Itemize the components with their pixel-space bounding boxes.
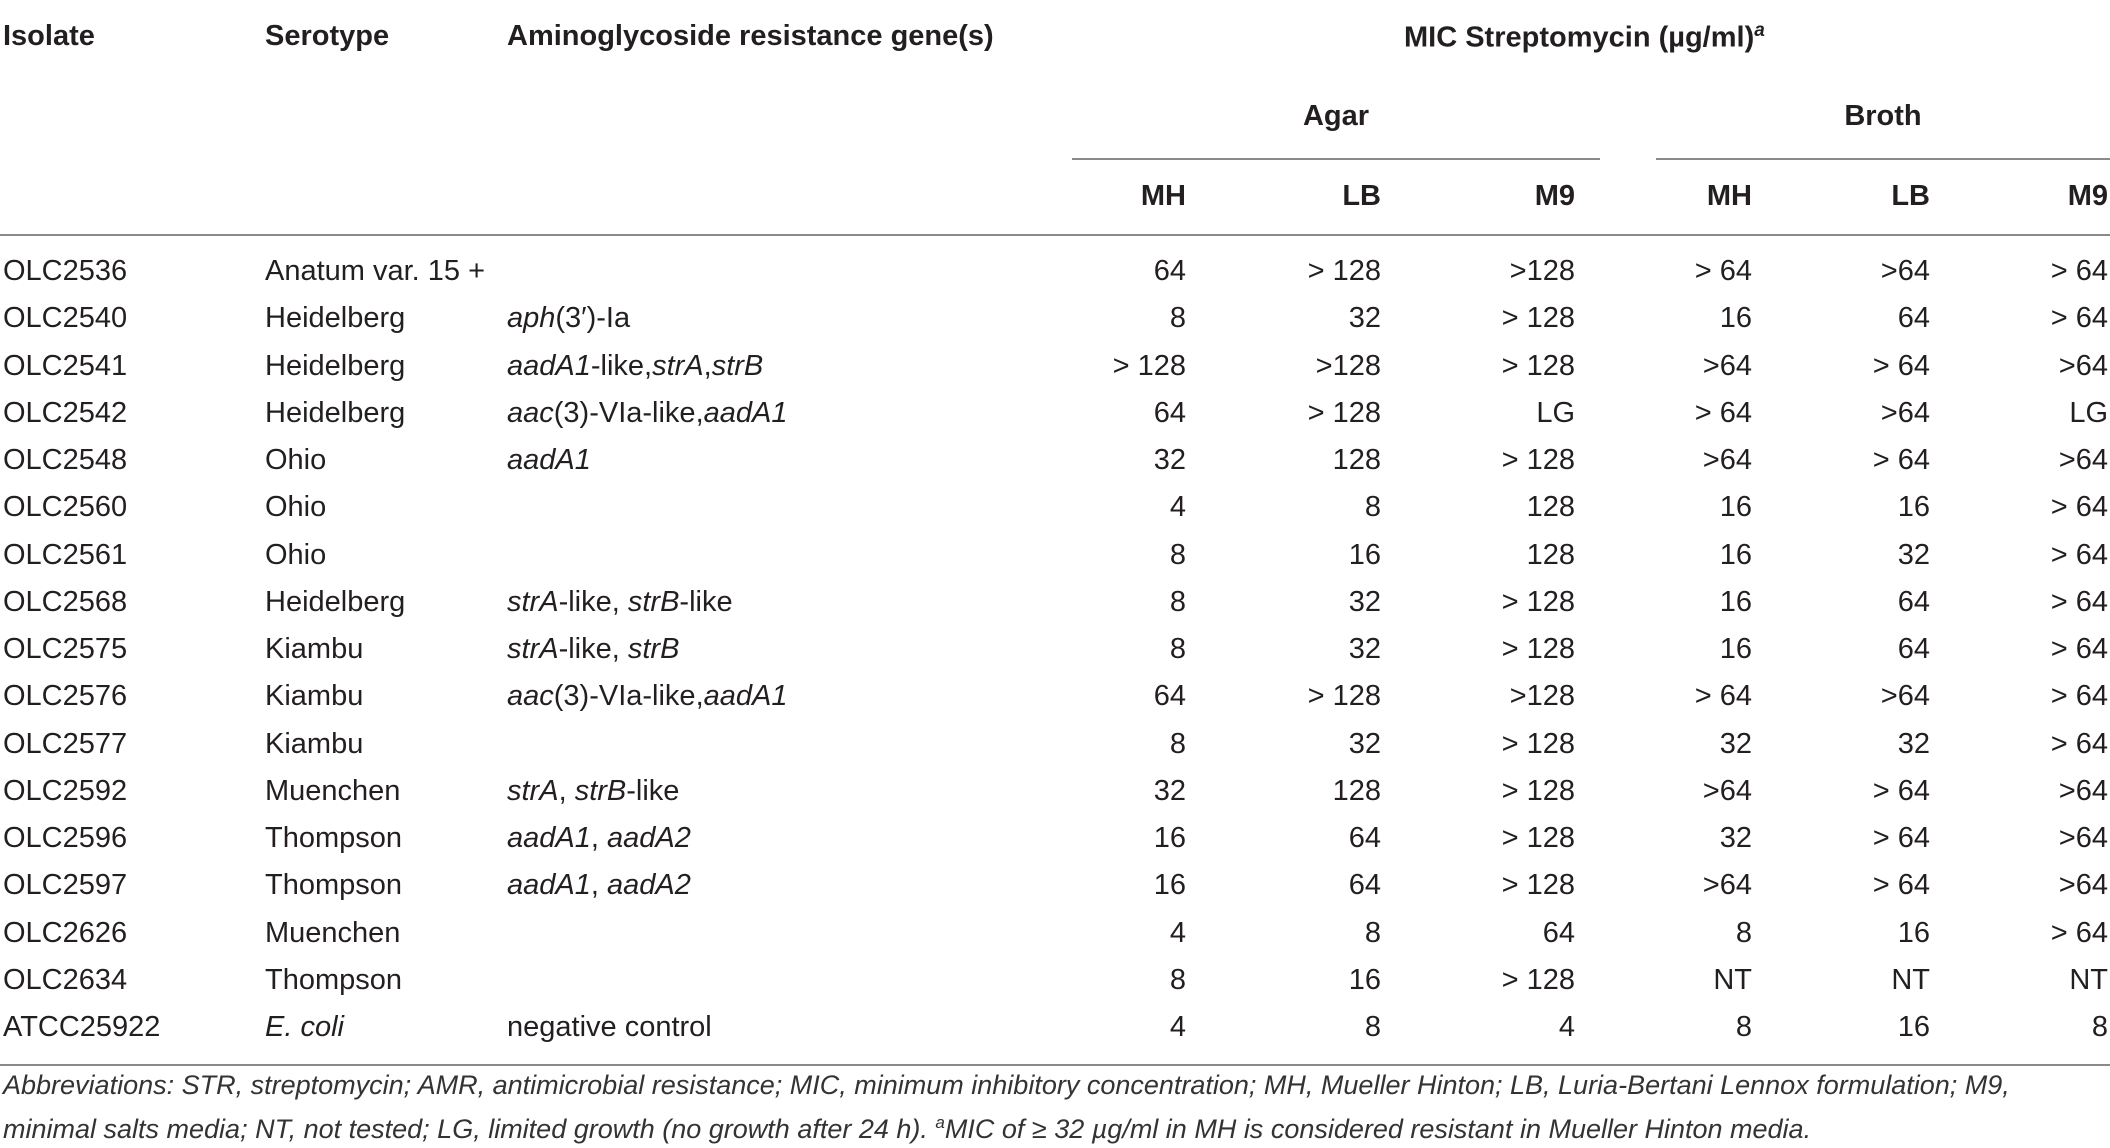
mic-value-lb-agar: 32: [1348, 727, 1381, 760]
serotype-cell: Muenchen: [265, 774, 401, 807]
header-genes: Aminoglycoside resistance gene(s): [507, 20, 994, 52]
mic-value-lb-broth: 32: [1897, 538, 1930, 571]
gene-fragment: strA: [507, 585, 559, 618]
mic-value-m9-broth: LG: [2069, 396, 2108, 429]
mic-value-m9-agar: > 128: [1501, 869, 1575, 902]
mic-value-m9-broth: > 64: [2050, 491, 2108, 524]
header-isolate: Isolate: [3, 20, 95, 52]
gene-fragment: aac: [507, 396, 554, 429]
mic-value-mh-agar: 32: [1153, 774, 1186, 807]
mic-value-mh-broth: >64: [1702, 349, 1752, 382]
isolate-cell: OLC2548: [3, 444, 128, 476]
gene-fragment: aadA1: [703, 396, 788, 429]
gene-fragment: aadA1: [507, 869, 591, 902]
isolate-cell: OLC2576: [3, 680, 128, 713]
mic-value-lb-agar: 128: [1332, 774, 1381, 807]
mic-value-mh-broth: NT: [1713, 963, 1752, 996]
serotype-cell: Kiambu: [265, 727, 364, 760]
table-row: [0, 910, 2110, 957]
mic-value-lb-agar: 8: [1364, 1011, 1381, 1043]
serotype-cell: Ohio: [265, 491, 327, 524]
gene-fragment: negative control: [507, 1011, 712, 1043]
mic-value-lb-broth: 16: [1897, 1011, 1930, 1043]
header-broth: Broth: [1844, 100, 1922, 132]
serotype-cell: E. coli: [265, 1011, 344, 1043]
gene-fragment: (3)-VIa-like,: [553, 396, 704, 429]
mic-value-mh-broth: > 64: [1694, 396, 1752, 429]
genes-cell: [507, 862, 691, 909]
column-header-mh-broth: MH: [1706, 180, 1752, 212]
mic-value-lb-broth: >64: [1880, 396, 1930, 429]
mic-value-mh-broth: 16: [1719, 538, 1752, 571]
isolate-cell: OLC2634: [3, 963, 128, 996]
mic-value-mh-agar: > 128: [1112, 349, 1186, 382]
mic-value-m9-agar: > 128: [1501, 727, 1575, 760]
mic-value-m9-broth: 8: [2091, 1011, 2108, 1043]
isolate-cell: OLC2560: [3, 491, 128, 524]
isolate-cell: OLC2575: [3, 633, 128, 665]
mic-value-m9-agar: > 128: [1501, 774, 1575, 807]
isolate-cell: ATCC25922: [3, 1011, 161, 1043]
column-header-mh-agar: MH: [1140, 180, 1186, 212]
mic-value-m9-agar: 64: [1542, 916, 1575, 949]
table-row: [0, 862, 2110, 909]
mic-value-m9-agar: > 128: [1501, 822, 1575, 854]
table-row: [0, 248, 2110, 295]
gene-fragment: aadA2: [606, 822, 691, 854]
mic-value-lb-agar: 32: [1348, 585, 1381, 618]
mic-value-m9-agar: >128: [1509, 255, 1575, 287]
mic-value-m9-agar: 4: [1558, 1011, 1575, 1043]
mic-value-m9-broth: NT: [2069, 963, 2108, 996]
genes-cell: [507, 626, 679, 673]
table-row: [0, 437, 2110, 484]
mic-value-m9-broth: > 64: [2050, 916, 2108, 949]
serotype-cell: Thompson: [265, 822, 403, 854]
mic-value-mh-broth: 32: [1719, 727, 1752, 760]
gene-fragment: strB: [627, 633, 680, 665]
mic-value-mh-broth: 8: [1735, 916, 1752, 949]
serotype-cell: Ohio: [265, 444, 327, 476]
table-row: [0, 721, 2110, 768]
genes-cell: [507, 437, 591, 484]
genes-cell: [507, 295, 630, 342]
mic-value-mh-agar: 16: [1153, 869, 1186, 902]
mic-value-mh-agar: 16: [1153, 822, 1186, 854]
mic-value-mh-agar: 64: [1153, 680, 1186, 713]
genes-cell: [507, 815, 691, 862]
mic-value-lb-broth: 64: [1897, 302, 1930, 335]
gene-fragment: -like: [626, 774, 680, 807]
genes-cell: [507, 1004, 712, 1051]
header-mic-sup: a: [1754, 20, 1765, 41]
mic-value-m9-agar: > 128: [1501, 302, 1575, 335]
gene-fragment: ,: [590, 869, 607, 902]
gene-fragment: aph: [507, 302, 556, 335]
serotype-cell: Thompson: [265, 963, 403, 996]
table-row: [0, 532, 2110, 579]
footnote: [3, 1066, 2107, 1148]
isolate-cell: OLC2561: [3, 538, 128, 571]
serotype-cell: Thompson: [265, 869, 403, 902]
mic-value-lb-agar: > 128: [1307, 255, 1381, 287]
mic-value-lb-broth: 16: [1897, 916, 1930, 949]
gene-fragment: ,: [558, 774, 575, 807]
mic-value-m9-broth: >64: [2058, 822, 2108, 854]
gene-fragment: -like,: [558, 633, 628, 665]
mic-value-mh-broth: 16: [1719, 491, 1752, 524]
mic-value-m9-broth: > 64: [2050, 255, 2108, 287]
mic-value-lb-broth: > 64: [1872, 869, 1930, 902]
gene-fragment: aadA1: [507, 349, 591, 382]
mic-value-mh-agar: 8: [1169, 963, 1186, 996]
mic-value-lb-agar: 16: [1348, 963, 1381, 996]
mic-value-mh-broth: >64: [1702, 444, 1752, 476]
mic-value-lb-agar: >128: [1315, 349, 1381, 382]
table-row: [0, 626, 2110, 673]
mic-value-m9-agar: > 128: [1501, 349, 1575, 382]
genes-cell: [507, 579, 733, 626]
mic-value-mh-broth: 32: [1719, 822, 1752, 854]
footnote-line-2: minimal salts media; NT, not tested; LG, limited growth (no growth after 24 h). $^a$MIC of ≥ 32 µg/ml in MH is considered resistant in Mueller Hinton media.: [3, 1113, 1812, 1144]
gene-fragment: aadA2: [606, 869, 691, 902]
table-row: [0, 957, 2110, 1004]
mic-value-lb-agar: 128: [1332, 444, 1381, 476]
serotype-cell: Anatum var. 15 +: [265, 255, 486, 287]
mic-value-lb-agar: 16: [1348, 538, 1381, 571]
column-header-lb-agar: LB: [1342, 180, 1381, 212]
header-bottom-rule: [0, 234, 2110, 236]
serotype-cell: Heidelberg: [265, 396, 406, 429]
gene-fragment: strB: [574, 774, 627, 807]
mic-value-m9-agar: 128: [1526, 491, 1575, 524]
mic-value-lb-broth: > 64: [1872, 349, 1930, 382]
mic-value-lb-broth: 64: [1897, 633, 1930, 665]
mic-value-m9-agar: > 128: [1501, 963, 1575, 996]
mic-value-mh-broth: 8: [1735, 1011, 1752, 1043]
gene-fragment: -like,: [558, 585, 628, 618]
gene-fragment: strA: [507, 774, 559, 807]
mic-value-lb-agar: 64: [1348, 869, 1381, 902]
isolate-cell: OLC2597: [3, 869, 128, 902]
gene-fragment: -like: [679, 585, 733, 618]
table-row: [0, 484, 2110, 531]
mic-value-m9-broth: > 64: [2050, 585, 2108, 618]
mic-value-mh-agar: 8: [1169, 302, 1186, 335]
mic-value-m9-broth: >64: [2058, 444, 2108, 476]
serotype-cell: Muenchen: [265, 916, 401, 949]
footnote-line-1: Abbreviations: STR, streptomycin; AMR, antimicrobial resistance; MIC, minimum inhibitory concentration; MH, Mueller Hinton; LB, Luria-Bertani Lennox formulation; M9,: [3, 1070, 2010, 1100]
isolate-cell: OLC2626: [3, 916, 128, 949]
genes-cell: [507, 673, 787, 720]
serotype-cell: Heidelberg: [265, 349, 406, 382]
mic-value-lb-broth: > 64: [1872, 774, 1930, 807]
mic-value-m9-broth: >64: [2058, 349, 2108, 382]
mic-value-lb-broth: 64: [1897, 585, 1930, 618]
mic-value-lb-agar: 64: [1348, 822, 1381, 854]
table-row: [0, 1004, 2110, 1051]
mic-value-mh-broth: 16: [1719, 585, 1752, 618]
mic-value-mh-agar: 32: [1153, 444, 1186, 476]
header-agar: Agar: [1302, 100, 1370, 132]
mic-value-mh-agar: 8: [1169, 538, 1186, 571]
gene-fragment: strB: [627, 585, 680, 618]
isolate-cell: OLC2541: [3, 349, 128, 382]
mic-value-lb-agar: 8: [1364, 916, 1381, 949]
table-row: [0, 579, 2110, 626]
mic-value-mh-agar: 4: [1169, 916, 1186, 949]
mic-value-m9-broth: >64: [2058, 774, 2108, 807]
mic-value-m9-broth: > 64: [2050, 633, 2108, 665]
serotype-cell: Kiambu: [265, 680, 364, 713]
genes-cell: [507, 768, 679, 815]
mic-value-lb-broth: >64: [1880, 680, 1930, 713]
mic-value-lb-broth: 32: [1897, 727, 1930, 760]
mic-value-lb-broth: >64: [1880, 255, 1930, 287]
broth-rule: [1656, 158, 2110, 160]
gene-fragment: -like,: [590, 349, 653, 382]
agar-rule: [1072, 158, 1600, 160]
mic-value-mh-agar: 8: [1169, 633, 1186, 665]
mic-value-mh-agar: 64: [1153, 255, 1186, 287]
mic-value-m9-broth: > 64: [2050, 538, 2108, 571]
isolate-cell: OLC2542: [3, 396, 128, 429]
mic-value-m9-agar: > 128: [1501, 444, 1575, 476]
header-serotype: Serotype: [265, 20, 390, 52]
mic-value-mh-agar: 4: [1169, 1011, 1186, 1043]
mic-value-m9-broth: > 64: [2050, 727, 2108, 760]
mic-value-lb-agar: > 128: [1307, 396, 1381, 429]
column-header-lb-broth: LB: [1891, 180, 1930, 212]
mic-value-mh-broth: >64: [1702, 774, 1752, 807]
mic-value-lb-agar: 32: [1348, 302, 1381, 335]
mic-value-m9-broth: > 64: [2050, 302, 2108, 335]
table-row: [0, 343, 2110, 390]
column-header-m9-broth: M9: [2067, 180, 2108, 212]
gene-fragment: (3′)-Ia: [555, 302, 631, 335]
mic-value-mh-agar: 4: [1169, 491, 1186, 524]
mic-value-lb-broth: > 64: [1872, 822, 1930, 854]
mic-value-mh-agar: 8: [1169, 727, 1186, 760]
header-mic: [1072, 20, 2110, 55]
serotype-cell: Heidelberg: [265, 585, 406, 618]
gene-fragment: ,: [590, 822, 607, 854]
gene-fragment: aadA1: [507, 822, 591, 854]
table-row: [0, 768, 2110, 815]
mic-value-m9-agar: LG: [1536, 396, 1575, 429]
mic-value-m9-agar: 128: [1526, 538, 1575, 571]
isolate-cell: OLC2592: [3, 774, 128, 807]
column-header-m9-agar: M9: [1534, 180, 1575, 212]
serotype-cell: Kiambu: [265, 633, 364, 665]
header-mic-label: MIC Streptomycin (µg/ml): [1404, 21, 1755, 54]
isolate-cell: OLC2540: [3, 302, 128, 335]
mic-value-mh-broth: > 64: [1694, 680, 1752, 713]
mic-value-m9-broth: >64: [2058, 869, 2108, 902]
gene-fragment: (3)-VIa-like,: [553, 680, 704, 713]
genes-cell: [507, 343, 763, 390]
mic-value-m9-agar: > 128: [1501, 585, 1575, 618]
table-row: [0, 815, 2110, 862]
mic-value-m9-broth: > 64: [2050, 680, 2108, 713]
mic-value-lb-broth: > 64: [1872, 444, 1930, 476]
mic-value-lb-broth: 16: [1897, 491, 1930, 524]
serotype-cell: Ohio: [265, 538, 327, 571]
gene-fragment: strB: [711, 349, 764, 382]
table-row: [0, 295, 2110, 342]
mic-value-mh-agar: 64: [1153, 396, 1186, 429]
mic-value-mh-broth: >64: [1702, 869, 1752, 902]
table-row: [0, 673, 2110, 720]
mic-value-mh-broth: 16: [1719, 302, 1752, 335]
gene-fragment: ,: [703, 349, 712, 382]
gene-fragment: aadA1: [703, 680, 788, 713]
isolate-cell: OLC2596: [3, 822, 128, 854]
isolate-cell: OLC2536: [3, 255, 128, 287]
isolate-cell: OLC2568: [3, 585, 128, 618]
gene-fragment: strA: [507, 633, 559, 665]
mic-value-lb-agar: 8: [1364, 491, 1381, 524]
mic-value-m9-agar: > 128: [1501, 633, 1575, 665]
mic-value-lb-agar: 32: [1348, 633, 1381, 665]
gene-fragment: strA: [652, 349, 704, 382]
mic-value-m9-agar: >128: [1509, 680, 1575, 713]
genes-cell: [507, 390, 787, 437]
isolate-cell: OLC2577: [3, 727, 128, 760]
table-row: [0, 390, 2110, 437]
mic-value-mh-agar: 8: [1169, 585, 1186, 618]
gene-fragment: aac: [507, 680, 554, 713]
mic-value-lb-agar: > 128: [1307, 680, 1381, 713]
mic-value-lb-broth: NT: [1891, 963, 1930, 996]
gene-fragment: aadA1: [507, 444, 591, 476]
serotype-cell: Heidelberg: [265, 302, 406, 335]
mic-value-mh-broth: 16: [1719, 633, 1752, 665]
mic-value-mh-broth: > 64: [1694, 255, 1752, 287]
